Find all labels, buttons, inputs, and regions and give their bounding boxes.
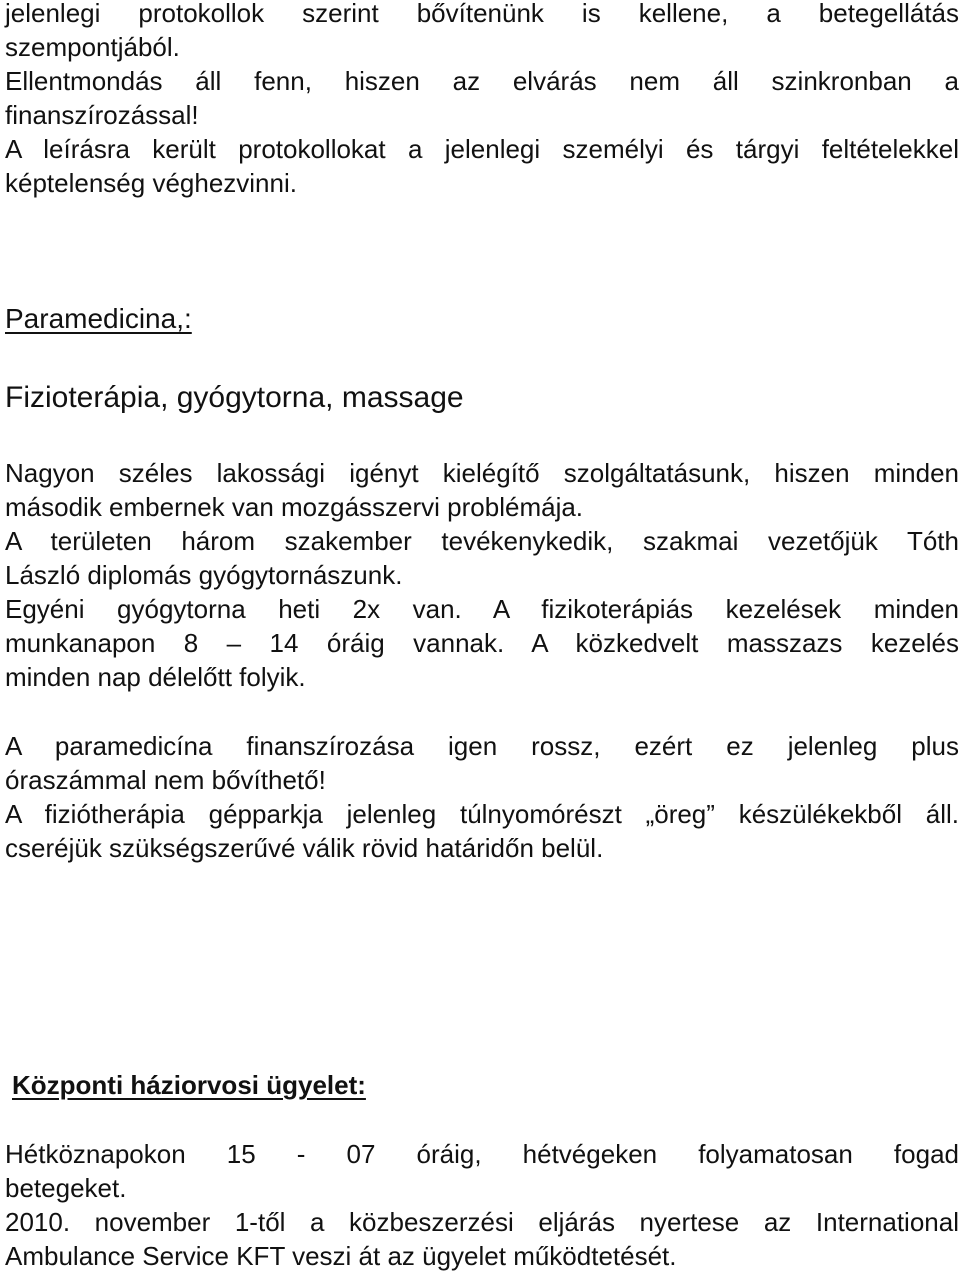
body-text-line: minden nap délelőtt folyik. <box>5 662 306 692</box>
body-text-line: szempontjából. <box>5 32 180 62</box>
body-text-line: cseréjük szükségszerűvé válik rövid határidőn belül. <box>5 833 604 863</box>
body-text-line: 2010. november 1-től a közbeszerzési eljárás nyertese az International <box>5 1207 959 1237</box>
body-text-line: második embernek van mozgásszervi problémája. <box>5 492 584 522</box>
body-text-line: képtelenség véghezvinni. <box>5 168 297 198</box>
section-subheading: Fizioterápia, gyógytorna, massage <box>5 381 464 414</box>
body-text-line: Ambulance Service KFT veszi át az ügyelet működtetését. <box>5 1241 677 1271</box>
body-text-line: óraszámmal nem bővíthető! <box>5 765 326 795</box>
body-text-line: munkanapon 8 – 14 óráig vannak. A közkedvelt masszazs kezelés <box>5 628 959 658</box>
body-text-line: A területen három szakember tevékenykedik, szakmai vezetőjük Tóth <box>5 526 959 556</box>
body-text-line: A fiziótherápia gépparkja jelenleg túlnyomórészt „öreg” készülékekből áll. <box>5 799 959 829</box>
body-text-line: Nagyon széles lakossági igényt kielégítő szolgáltatásunk, hiszen minden <box>5 458 959 488</box>
body-text-line: finanszírozással! <box>5 100 199 130</box>
body-text-line: betegeket. <box>5 1173 127 1203</box>
section-heading-paramedicina: Paramedicina,: <box>5 303 192 334</box>
body-text-line: Egyéni gyógytorna heti 2x van. A fizikoterápiás kezelések minden <box>5 594 959 624</box>
body-text-line: Ellentmondás áll fenn, hiszen az elvárás nem áll szinkronban a <box>5 66 959 96</box>
body-text-line: A leírásra került protokollokat a jelenlegi személyi és tárgyi feltételekkel <box>5 134 959 164</box>
body-text-line: Hétköznapokon 15 - 07 óráig, hétvégeken folyamatosan fogad <box>5 1139 959 1169</box>
body-text-line: A paramedicína finanszírozása igen rossz, ezért ez jelenleg plus <box>5 731 959 761</box>
body-text-line: László diplomás gyógytornászunk. <box>5 560 403 590</box>
body-text-line: jelenlegi protokollok szerint bővítenünk is kellene, a betegellátás <box>5 0 959 28</box>
section-heading-ugyelet: Központi háziorvosi ügyelet: <box>12 1070 366 1100</box>
